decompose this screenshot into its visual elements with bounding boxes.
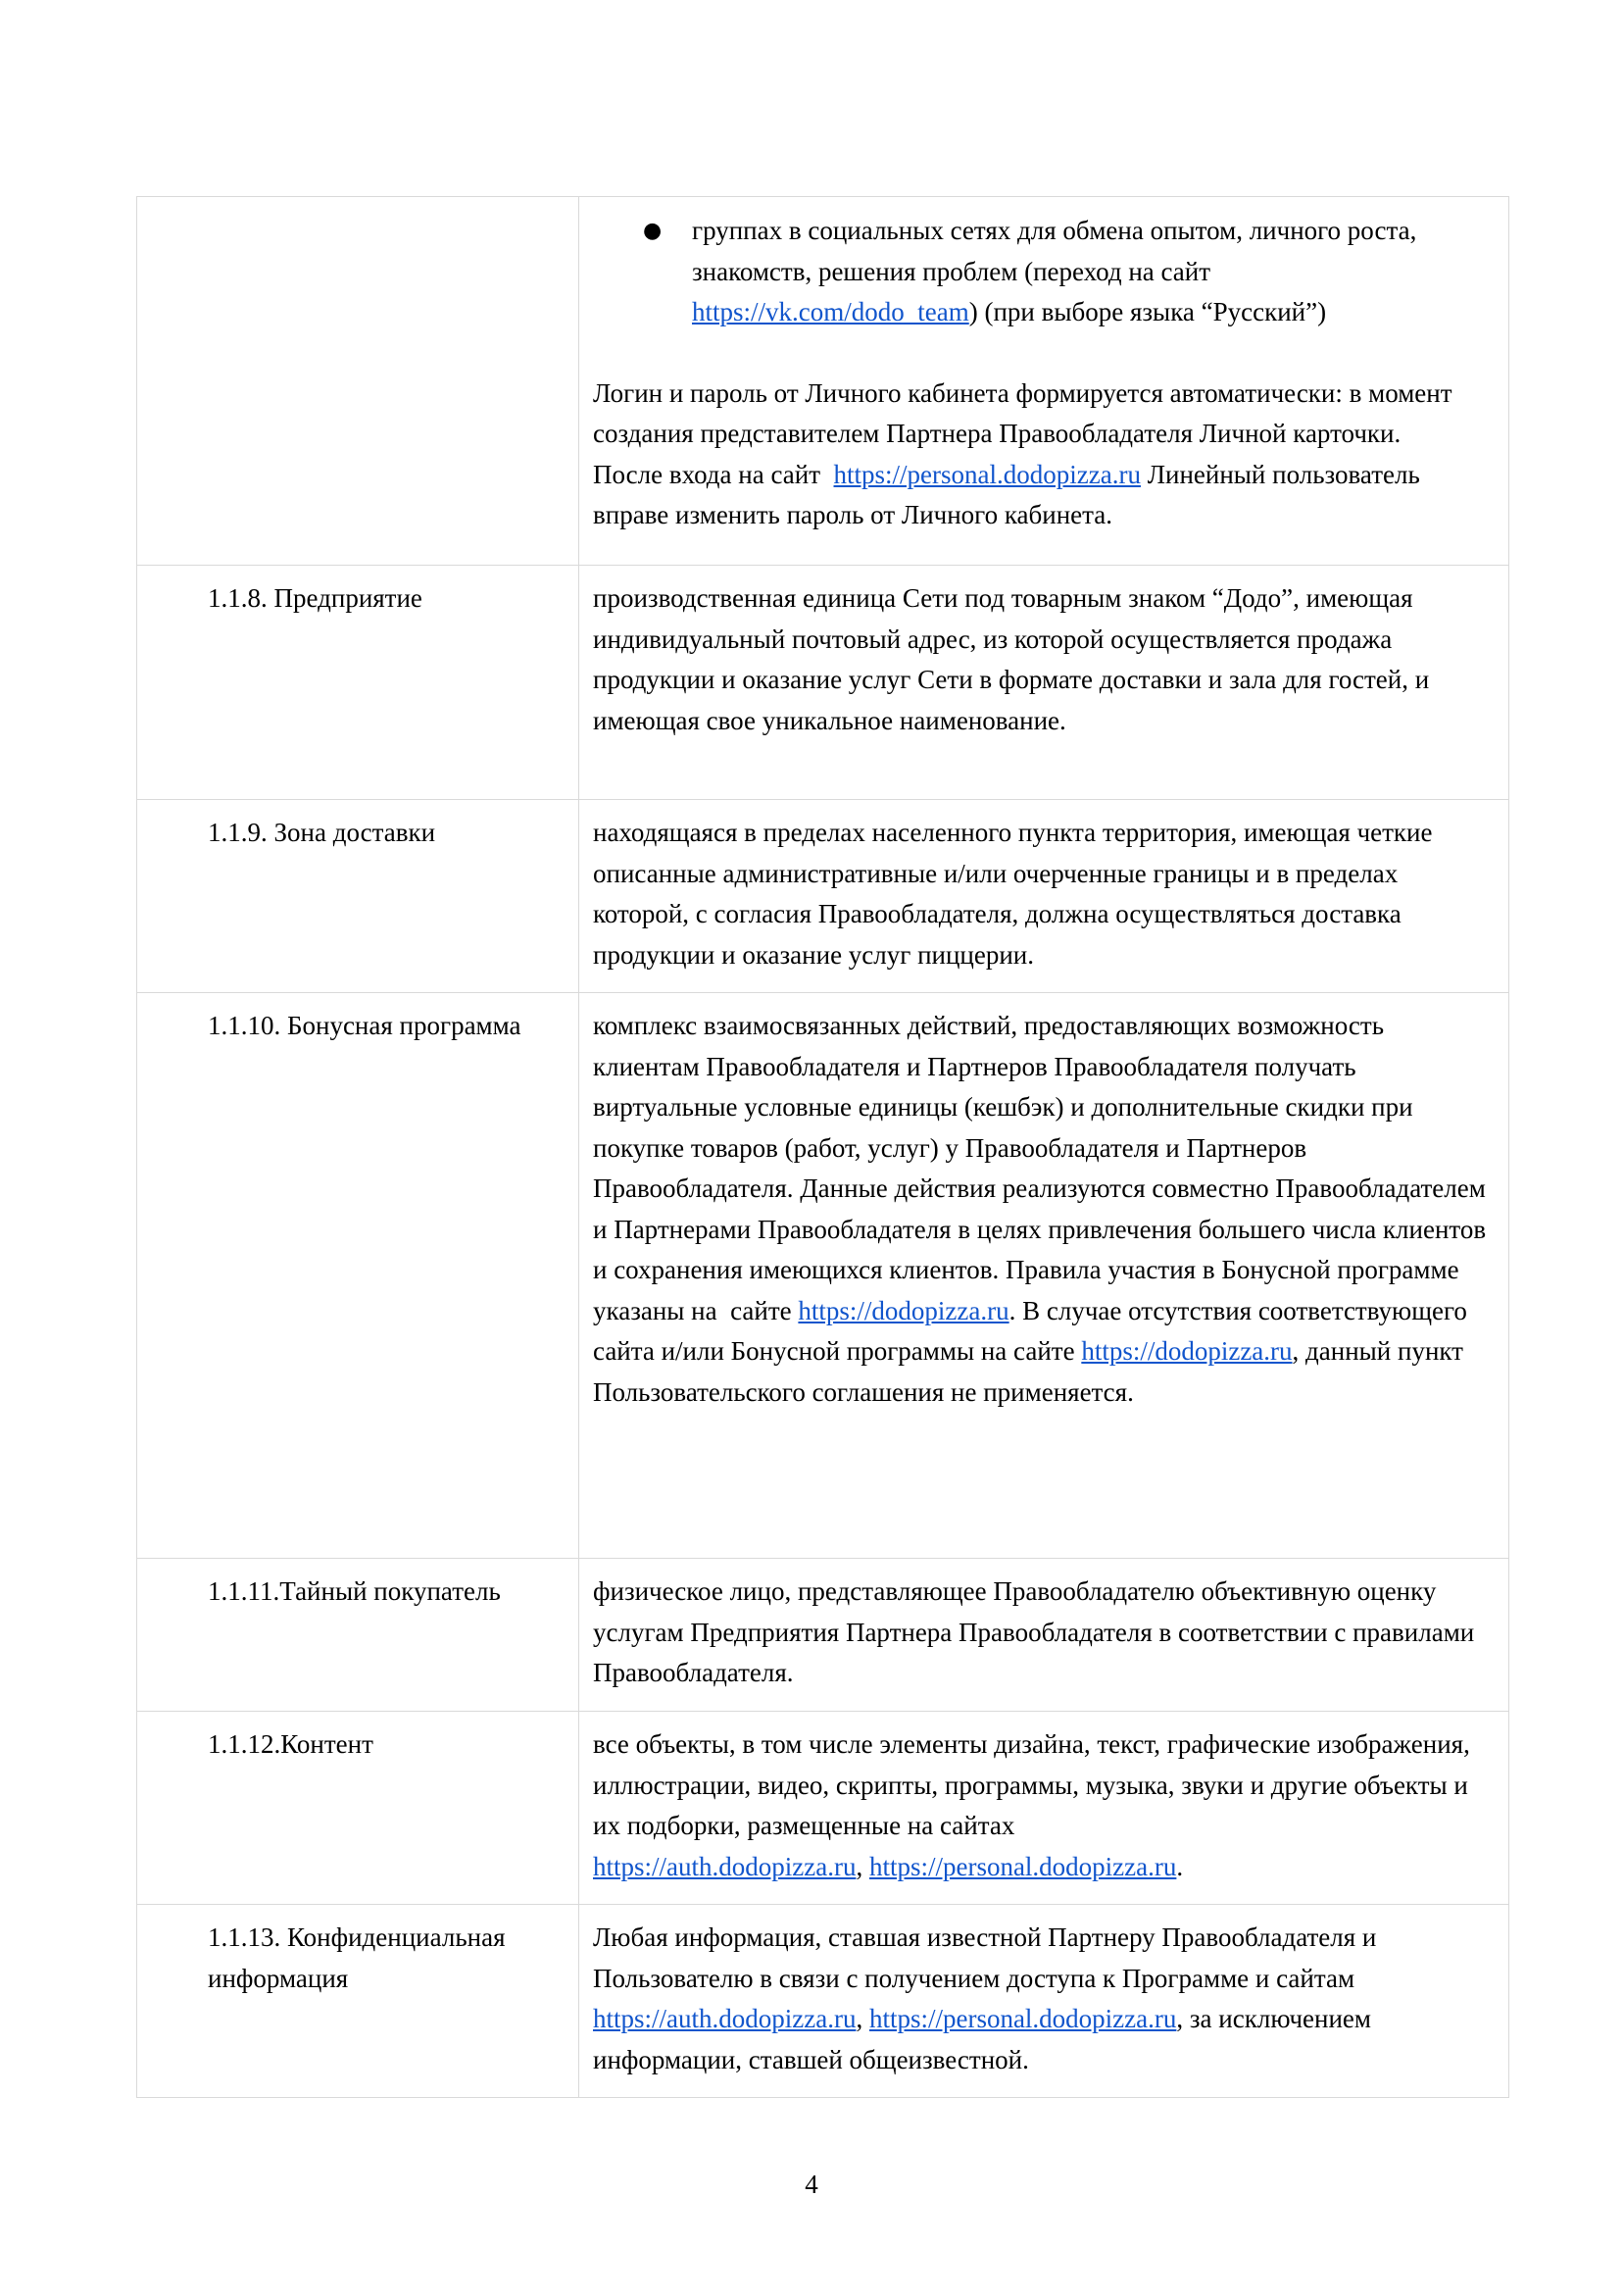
para-text: После входа на сайт <box>593 459 834 489</box>
definition-cell <box>579 1559 1509 1712</box>
table-row <box>137 1559 1509 1712</box>
bullet-list <box>593 211 1495 333</box>
personal-dodopizza-link[interactable]: https://personal.dodopizza.ru <box>868 2004 1177 2033</box>
term-label: 1.1.8. Предприятие <box>208 583 422 613</box>
definition-part: , <box>856 2004 869 2033</box>
list-item <box>643 211 1495 333</box>
term-cell <box>137 1712 579 1905</box>
auth-dodopizza-link[interactable]: https://auth.dodopizza.ru <box>593 1851 857 1881</box>
table-row <box>137 1905 1509 2098</box>
table-row <box>137 800 1509 993</box>
definition-cell <box>579 993 1509 1559</box>
term-cell <box>137 1905 579 2098</box>
dodopizza-link[interactable]: https://dodopizza.ru <box>798 1295 1009 1325</box>
dodopizza-link-2[interactable]: https://dodopizza.ru <box>1081 1336 1293 1366</box>
vk-dodo-team-link[interactable]: https://vk.com/dodo_team <box>692 297 969 326</box>
definition-part: , за исключением информации, ставшей общеизвестной. <box>593 2004 1371 2074</box>
definitions-table <box>136 196 1509 2098</box>
definition-part: . В случае отсутствия соответствующего сайта и/или Бонусной программы на сайте <box>593 1295 1467 1366</box>
password-paragraph <box>593 455 1495 536</box>
term-cell <box>137 1559 579 1712</box>
definition-text <box>593 1918 1495 2080</box>
definition-part: . <box>1176 1851 1184 1881</box>
page-content <box>136 196 1508 2098</box>
term-label: 1.1.9. Зона доставки <box>208 818 436 847</box>
definition-cell <box>579 566 1509 800</box>
bullet-icon: ● <box>643 219 663 243</box>
table-row <box>137 993 1509 1559</box>
personal-dodopizza-link[interactable]: https://personal.dodopizza.ru <box>868 1851 1177 1881</box>
definition-part: , <box>856 1851 869 1881</box>
page-number: 4 <box>805 2170 818 2199</box>
personal-dodopizza-link[interactable]: https://personal.dodopizza.ru <box>833 459 1141 489</box>
term-label: 1.1.10. Бонусная программа <box>208 1011 521 1040</box>
term-cell <box>137 197 579 566</box>
login-paragraph: Логин и пароль от Личного кабинета формируется автоматически: в момент создания представителем Партнера Правообладателя Личной карточки. <box>593 377 1452 448</box>
term-cell <box>137 566 579 800</box>
definition-part: комплекс взаимосвязанных действий, предоставляющих возможность клиентам Правообладателя и Партнеров Правообладателя получать виртуальные условные единицы (кешбэк) и дополнительные скидки при покупке товаров (работ, услуг) у Правообладателя и Партнеров Правообладателя. Данные действия реализуются совместно Правообладателем и Партнерами Правообладателя в целях привлечения большего числа клиентов и сохранения имеющихся клиентов. Правила участия в Бонусной программе указаны на сайте <box>593 1011 1493 1325</box>
definition-cell <box>579 1712 1509 1905</box>
term-cell <box>137 993 579 1559</box>
definition-text <box>593 1006 1495 1413</box>
definition-text: производственная единица Сети под товарным знаком “Додо”, имеющая индивидуальный почтовый адрес, из которой осуществляется продажа продукции и оказание услуг Сети в формате доставки и зала для гостей, и имеющая свое уникальное наименование. <box>593 583 1430 735</box>
table-row <box>137 197 1509 566</box>
term-cell <box>137 800 579 993</box>
definition-text: находящаяся в пределах населенного пункта территория, имеющая четкие описанные административные и/или очерченные границы и в пределах которой, с согласия Правообладателя, должна осуществляться доставка продукции и оказание услуг пиццерии. <box>593 818 1433 970</box>
bullet-text: группах в социальных сетях для обмена опытом, личного роста, знакомств, решения проблем (переход на сайт <box>692 216 1417 286</box>
bullet-text-end: ) (при выборе языка “Русский”) <box>968 297 1327 326</box>
para-text-end: Линейный пользователь вправе изменить пароль от Личного кабинета. <box>593 459 1420 529</box>
term-label: 1.1.13. Конфиденциальная информация <box>208 1922 506 1993</box>
definition-part: Любая информация, ставшая известной Партнеру Правообладателя и Пользователю в связи с получением доступа к Программе и сайтам <box>593 1922 1377 1993</box>
term-label: 1.1.12.Контент <box>208 1729 373 1759</box>
definition-cell <box>579 1905 1509 2098</box>
definition-text <box>593 1724 1495 1887</box>
definition-part: , данный пункт Пользовательского соглашения не применяется. <box>593 1336 1463 1407</box>
definition-cell <box>579 197 1509 566</box>
definition-part: все объекты, в том числе элементы дизайна, текст, графические изображения, иллюстрации, видео, скрипты, программы, музыка, звуки и другие объекты и их подборки, размещенные на сайтах <box>593 1729 1470 1840</box>
definition-text: физическое лицо, представляющее Правообладателю объективную оценку услугам Предприятия Партнера Правообладателя в соответствии с правилами Правообладателя. <box>593 1576 1475 1687</box>
definition-cell <box>579 800 1509 993</box>
table-row <box>137 566 1509 800</box>
table-row <box>137 1712 1509 1905</box>
auth-dodopizza-link[interactable]: https://auth.dodopizza.ru <box>593 2004 857 2033</box>
term-label: 1.1.11.Тайный покупатель <box>208 1576 501 1606</box>
